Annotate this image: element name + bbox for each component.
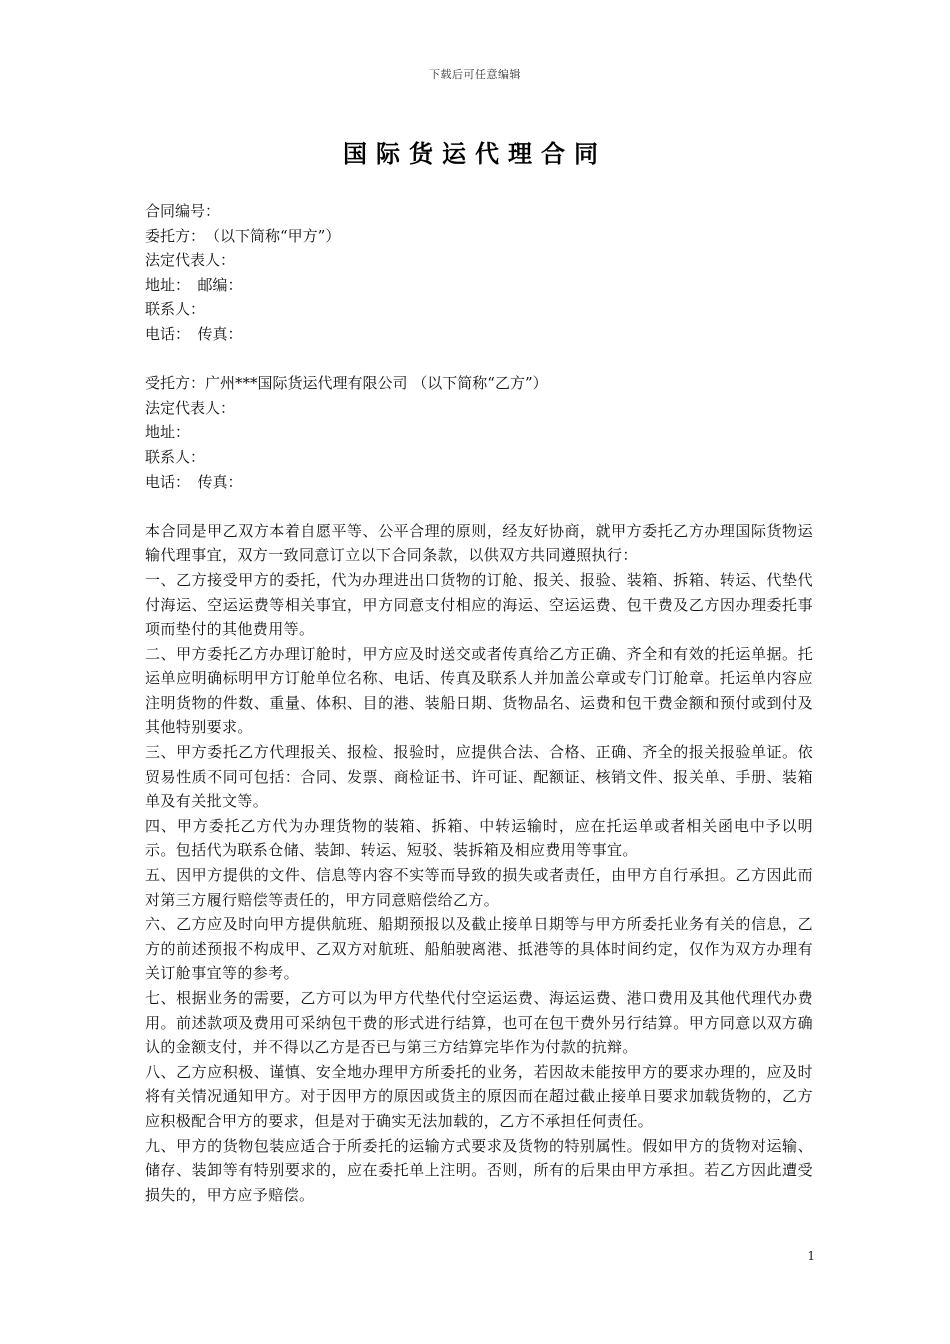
- clause-8: 八、乙方应积极、谨慎、安全地办理甲方所委托的业务，若因故未能按甲方的要求办理的，应及时将有关情况通知甲方。对于因甲方的原因或货主的原因而在超过截止接单日要求加载货物的，乙方应积极配合甲方的要求，但是对于确实无法加载的，乙方不承担任何责任。: [145, 1062, 813, 1130]
- agent-line: 受托方：广州***国际货运代理有限公司 （以下简称“乙方”）: [145, 374, 548, 393]
- party-b-block: [145, 371, 813, 494]
- party-a-address-line: 地址： 邮编：: [145, 275, 243, 294]
- clause-9: 九、甲方的货物包装应适合于所委托的运输方式要求及货物的特别属性。假如甲方的货物对运输、储存、装卸等有特别要求的，应在委托单上注明。否则，所有的后果由甲方承担。若乙方因此遭受损失的，甲方应予赔偿。: [145, 1136, 813, 1204]
- party-b-phone-line: 电话： 传真：: [145, 472, 243, 491]
- clause-3: 三、甲方委托乙方代理报关、报检、报验时，应提供合法、合格、正确、齐全的报关报验单证。依贸易性质不同可包括：合同、发票、商检证书、许可证、配额证、核销文件、报关单、手册、装箱单及有关批文等。: [145, 743, 813, 811]
- header-note: 下载后可任意编辑: [429, 68, 521, 81]
- clause-4: 四、甲方委托乙方代为办理货物的装箱、拆箱、中转运输时，应在托运单或者相关函电中予以明示。包括代为联系仓储、装卸、转运、短驳、装拆箱及相应费用等事宜。: [145, 816, 813, 860]
- clause-1: 一、乙方接受甲方的委托，代为办理进出口货物的订舱、报关、报验、装箱、拆箱、转运、代垫代付海运、空运运费等相关事宜，甲方同意支付相应的海运、空运运费、包干费及乙方因办理委托事项而垫付的其他费用等。: [145, 570, 813, 639]
- party-b-address-line: 地址：: [145, 423, 191, 442]
- document-title: 国际货运代理合同: [343, 140, 607, 168]
- clause-5: 五、因甲方提供的文件、信息等内容不实等而导致的损失或者责任，由甲方自行承担。乙方因此而对第三方履行赔偿等责任的，甲方同意赔偿给乙方。: [145, 866, 813, 909]
- clause-2: 二、甲方委托乙方办理订舱时，甲方应及时送交或者传真给乙方正确、齐全和有效的托运单据。托运单应明确标明甲方订舱单位名称、电话、传真及联系人并加盖公章或专门订舱章。托运单内容应注明货物的件数、重量、体积、目的港、装船日期、货物品名、运费和包干费金额和预付或到付及其他特别要求。: [145, 644, 813, 737]
- party-a-block: [145, 199, 813, 347]
- page-number: 1: [807, 1249, 815, 1263]
- party-b-legal-rep-line: 法定代表人：: [145, 398, 236, 417]
- clause-6: 六、乙方应及时向甲方提供航班、船期预报以及截止接单日期等与甲方所委托业务有关的信息，乙方的前述预报不构成甲、乙双方对航班、船舶驶离港、抵港等的具体时间约定，仅作为双方办理有关订舱事宜等的参考。: [145, 915, 813, 983]
- party-a-contact-line: 联系人：: [145, 300, 206, 319]
- spacer: [145, 494, 813, 519]
- client-line: 委托方： （以下简称“甲方”）: [145, 226, 341, 245]
- spacer: [145, 347, 813, 372]
- document-body: [145, 199, 813, 1207]
- clause-7: 七、根据业务的需要，乙方可以为甲方代垫代付空运运费、海运运费、港口费用及其他代理代办费用。前述款项及费用可采纳包干费的形式进行结算，也可在包干费外另行结算。甲方同意以双方确认的金额支付，并不得以乙方是否已与第三方结算完毕作为付款的抗辩。: [145, 989, 813, 1057]
- party-a-legal-rep-line: 法定代表人：: [145, 251, 236, 270]
- intro-paragraph: 本合同是甲乙双方本着自愿平等、公平合理的原则，经友好协商，就甲方委托乙方办理国际货物运输代理事宜，双方一致同意订立以下合同条款，以供双方共同遵照执行：: [145, 521, 813, 565]
- party-b-contact-line: 联系人：: [145, 447, 206, 466]
- party-a-phone-line: 电话： 传真：: [145, 324, 243, 343]
- contract-number-line: 合同编号：: [145, 202, 221, 220]
